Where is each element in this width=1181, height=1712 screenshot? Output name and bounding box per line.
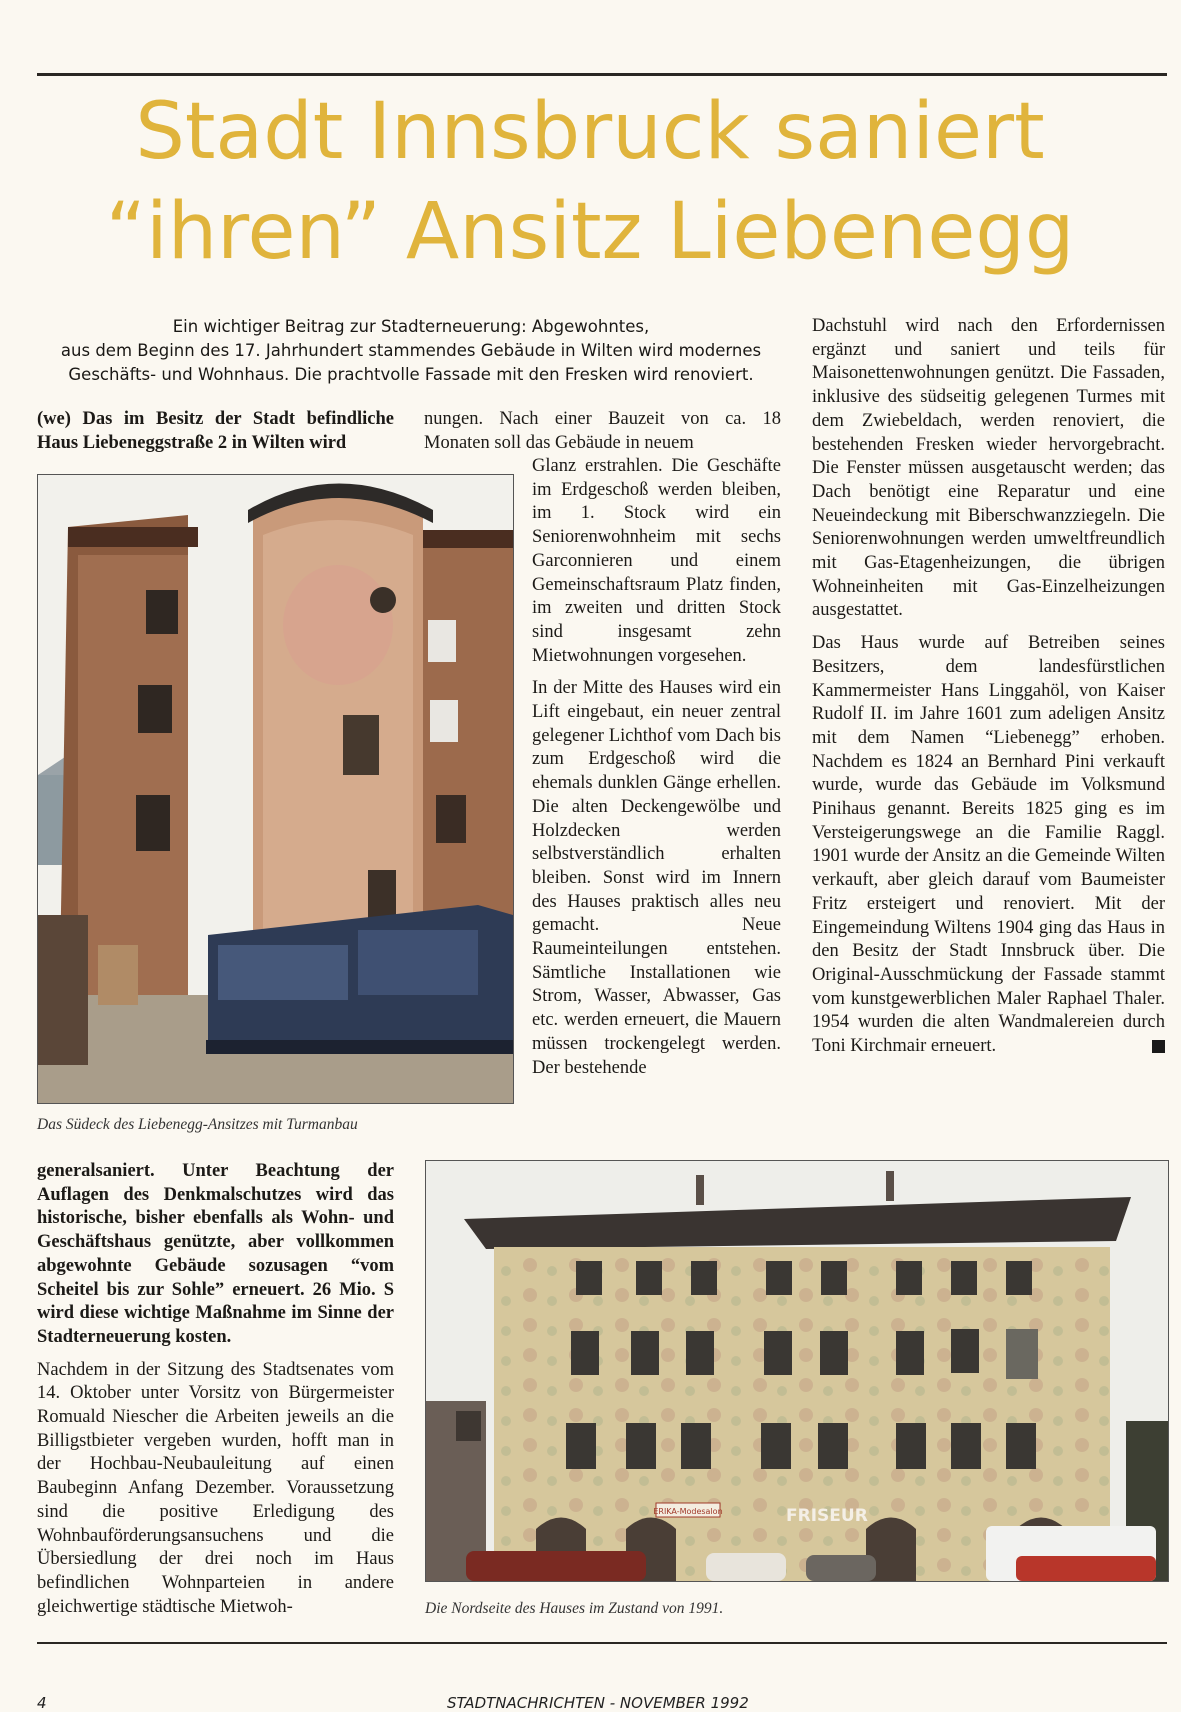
facade-photo-drawing [426, 1161, 1168, 1581]
shop-sign-friseur: FRISEUR [786, 1506, 868, 1526]
column-1-bold-paragraph: generalsaniert. Unter Beachtung der Auflagen des Denkmalschutzes wird das historische, bisher ebenfalls als Wohn- und Geschäftshaus genützte, aber vollkommen abgewohnte Gebäude sozusagen “vom Scheitel bis zur Sohle” erneuert. 26 Mio. S wird diese wichtige Maßnahme im Sinne der Stadterneuerung kosten. [37, 1161, 394, 1347]
column-3 [812, 315, 1165, 1068]
column-2-paragraph-2: In der Mitte des Hauses wird ein Lift eingebaut, ein neuer zentral gelegener Lichthof vom Dach bis zum Erdgeschoß wird die ehemals dunklen Gänge erhellen. Die alten Deckengewölbe und Holzdecken werden selbstverständlich erhalten bleiben. Sonst wird im Innern des Hauses praktisch alles neu gemacht. Neue Raumeinteilungen entstehen. Sämtliche Installationen wie Strom, Wasser, Abwasser, Gas etc. werden erneuert, die Mauern müssen trockengelegt werden. Der bestehende [532, 678, 781, 1078]
top-rule [37, 73, 1167, 76]
photo-north-facade [425, 1160, 1169, 1582]
photo-tower-caption: Das Südeck des Liebenegg-Ansitzes mit Turmanbau [37, 1116, 358, 1133]
lead-line-1: Ein wichtiger Beitrag zur Stadterneuerung: Abgewohntes, [172, 317, 650, 336]
publication-footer: STADTNACHRICHTEN - NOVEMBER 1992 [447, 1694, 749, 1712]
end-of-article-mark [1152, 1040, 1165, 1053]
column-3-paragraph-1: Dachstuhl wird nach den Erfordernissen ergänzt und saniert und teils für Maisonettenwohnungen genützt. Die Fassaden, inklusive des südseitig gelegenen Turmes mit dem Zwiebeldach, werden renoviert, die bestehenden Fresken wieder hervorgebracht. Die Fenster müssen ausgetauscht werden; das Dach benötigt eine Reparatur und eine Neueindeckung mit Biberschwanzziegeln. Die Seniorenwohnungen werden umweltfreundlich mit Gas-Etagenheizungen, die übrigen Wohneinheiten mit Gas-Einzelheizungen ausgestattet. [812, 316, 1165, 621]
column-3-paragraph-2-text: Das Haus wurde auf Betreiben seines Besitzers, dem landesfürstlichen Kammermeister Hans Linggahöl, von Kaiser Rudolf II. im Jahre 1601 zum adeligen Ansitz mit dem Namen “Liebenegg” erhoben. Nachdem es 1824 an Bernhard Pini verkauft wurde, wurde das Gebäude im Volksmund Pinihaus genannt. Bereits 1825 ging es im Versteigerungswege an die Familie Raggl. 1901 wurde der Ansitz an die Gemeinde Wilten verkauft, aber gleich darauf vom Baumeister Fritz ersteigert und renoviert. Mit der Eingemeindung Wiltens 1904 ging das Haus in den Besitz der Stadt Innsbruck über. Die Original-Ausschmückung der Fassade stammt vom kunstgewerblichen Maler Raphael Thaler. 1954 wurden die alten Wandmalereien durch Toni Kirchmair erneuert. [812, 633, 1165, 1057]
column-1-bottom [37, 1160, 394, 1628]
bottom-rule [37, 1642, 1167, 1644]
shop-sign-small: ERIKA-Modesalon [653, 1507, 723, 1516]
intro-bold-text: (we) Das im Besitz der Stadt befindliche Haus Liebeneggstraße 2 in Wilten wird [37, 409, 394, 453]
lead-paragraph [40, 315, 782, 387]
photo-facade-caption: Die Nordseite des Hauses im Zustand von 1991. [425, 1600, 724, 1617]
page-number: 4 [37, 1694, 47, 1712]
column-3-paragraph-2 [812, 632, 1165, 1059]
column-2-opening: nungen. Nach einer Bauzeit von ca. 18 Monaten soll das Gebäude in neuem [424, 409, 781, 453]
column-2-narrow [532, 455, 781, 1089]
column-1-paragraph: Nachdem in der Sitzung des Stadtsenates vom 14. Oktober unter Vorsitz von Bürgermeister Romuald Niescher die Arbeiten jeweils an die Billigstbieter vergeben wurden, hofft man in der Hochbau-Neubauleitung auf einen Baubeginn Anfang Dezember. Voraussetzung sind die positive Erledigung des Wohnbauförderungsansuchens und die Übersiedlung der drei noch im Haus befindlichen Wohnparteien in andere gleichwertige städtische Mietwoh- [37, 1359, 394, 1617]
lead-line-3: Geschäfts- und Wohnhaus. Die prachtvolle Fassade mit den Fresken wird renoviert. [68, 365, 754, 384]
column-2-paragraph-1: Glanz erstrahlen. Die Geschäfte im Erdgeschoß werden bleiben, im 1. Stock wird ein Seniorenwohnheim mit sechs Garconnieren und einem Gemeinschaftsraum Platz finden, im zweiten und dritten Stock sind insgesamt zehn Mietwohnungen vorgesehen. [532, 456, 781, 666]
photo-tower-south-corner [37, 474, 514, 1104]
headline-line-2: “ihren” Ansitz Liebenegg [105, 187, 1075, 277]
column-2-full-width [424, 408, 781, 455]
tower-photo-drawing [38, 475, 513, 1103]
lead-line-2: aus dem Beginn des 17. Jahrhundert stammendes Gebäude in Wilten wird modernes [60, 341, 762, 360]
headline-line-1: Stadt Innsbruck saniert [135, 87, 1045, 177]
